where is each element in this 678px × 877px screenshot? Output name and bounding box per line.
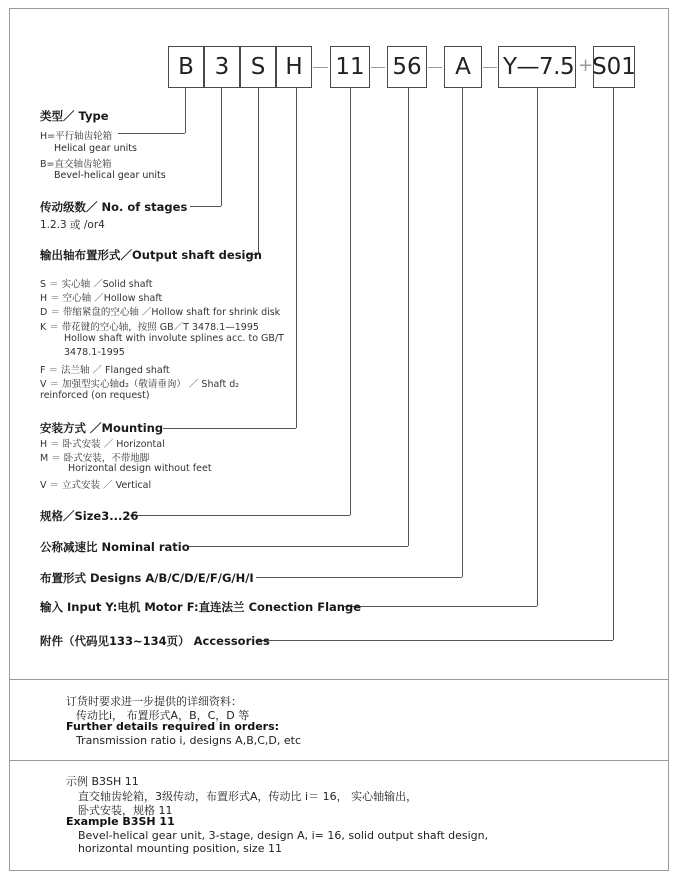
accessories-label: 附件（代码见133~134页） Accessories xyxy=(40,634,270,648)
example-cn-line: 卧式安装，规格 11 xyxy=(78,804,173,817)
connector-line xyxy=(256,577,462,578)
stages-label: 传动级数／ No. of stages xyxy=(40,200,188,214)
connector-line xyxy=(408,88,409,546)
code-box-3: 3 xyxy=(204,46,240,88)
mounting-line: Horizontal design without feet xyxy=(68,463,212,474)
connector-line xyxy=(185,88,186,133)
order-details-en-title: Further details required in orders: xyxy=(66,720,280,733)
output-shaft-line: Hollow shaft with involute splines acc. to GB/T xyxy=(64,333,284,344)
code-box-s: S xyxy=(240,46,276,88)
designs-label: 布置形式 Designs A/B/C/D/E/F/G/H/I xyxy=(40,571,254,585)
output-shaft-line: 3478.1-1995 xyxy=(64,347,125,358)
code-box-ratio: 56 xyxy=(387,46,427,88)
code-box-input: Y—7.5 xyxy=(498,46,576,88)
connector-line xyxy=(537,88,538,606)
section-divider xyxy=(9,760,669,761)
connector-line xyxy=(188,546,408,547)
separator-dash xyxy=(428,67,442,68)
connector-line xyxy=(613,88,614,640)
connector-line xyxy=(118,133,185,134)
connector-line xyxy=(296,88,297,428)
connector-line xyxy=(190,206,221,207)
order-details-cn-title: 订货时要求进一步提供的详细资料： xyxy=(66,695,242,708)
output-shaft-line: K ＝ 带花键的空心轴，按照 GB／T 3478.1—1995 xyxy=(40,322,259,333)
ratio-label: 公称减速比 Nominal ratio xyxy=(40,540,190,554)
size-label: 规格／Size3...26 xyxy=(40,509,139,523)
mounting-line: H ＝ 卧式安装 ／ Horizontal xyxy=(40,439,165,450)
code-box-h: H xyxy=(276,46,312,88)
type-label: 类型／ Type xyxy=(40,109,109,123)
connector-line xyxy=(163,428,296,429)
example-en-title: Example B3SH 11 xyxy=(66,815,175,828)
code-box-accessories: S01 xyxy=(593,46,635,88)
type-b-code: B=直交轴齿轮箱 xyxy=(40,159,112,170)
separator-dash xyxy=(371,67,385,68)
connector-line xyxy=(221,88,222,206)
output-shaft-line: S ＝ 实心轴 ／Solid shaft xyxy=(40,279,153,290)
order-details-en-body: Transmission ratio i, designs A,B,C,D, etc xyxy=(76,734,302,747)
type-h-desc: Helical gear units xyxy=(54,143,137,154)
code-box-b: B xyxy=(168,46,204,88)
connector-line xyxy=(462,88,463,577)
example-cn-title: 示例 B3SH 11 xyxy=(66,775,139,788)
connector-line xyxy=(130,515,350,516)
code-box-design: A xyxy=(444,46,482,88)
connector-line xyxy=(258,88,259,254)
type-h-code: H=平行轴齿轮箱 xyxy=(40,131,113,142)
plus-sign: + xyxy=(578,55,594,76)
output-shaft-label: 输出轴布置形式／Output shaft design xyxy=(40,248,262,262)
stages-values: 1.2.3 或 /or4 xyxy=(40,219,105,231)
mounting-line: V ＝ 立式安装 ／ Vertical xyxy=(40,480,152,491)
order-details-cn-body: 传动比i， 布置形式A，B，C，D 等 xyxy=(76,709,250,722)
output-shaft-line: reinforced (on request) xyxy=(40,390,150,401)
input-label: 输入 Input Y:电机 Motor F:直连法兰 Conection Flange xyxy=(40,600,362,614)
section-divider xyxy=(9,679,669,680)
separator-dash xyxy=(483,67,497,68)
code-box-size: 11 xyxy=(330,46,370,88)
type-b-desc: Bevel-helical gear units xyxy=(54,170,166,181)
example-en-line: horizontal mounting position, size 11 xyxy=(78,842,282,855)
mounting-line: M ＝ 卧式安装，不带地脚 xyxy=(40,453,150,464)
output-shaft-line: D ＝ 带缩紧盘的空心轴 ／Hollow shaft for shrink disk xyxy=(40,307,281,318)
connector-line xyxy=(257,640,613,641)
output-shaft-line: F ＝ 法兰轴 ／ Flanged shaft xyxy=(40,365,170,376)
output-shaft-line: V ＝ 加强型实心轴d₂（敬请垂询） ／ Shaft d₂ xyxy=(40,379,240,390)
example-en-line: Bevel-helical gear unit, 3-stage, design A, i= 16, solid output shaft design, xyxy=(78,829,489,842)
example-cn-line: 直交轴齿轮箱，3级传动，布置形式A，传动比 i＝ 16， 实心轴输出， xyxy=(78,790,418,803)
connector-line xyxy=(350,88,351,515)
separator-dash xyxy=(313,67,328,68)
output-shaft-line: H ＝ 空心轴 ／Hollow shaft xyxy=(40,293,163,304)
connector-line xyxy=(344,606,537,607)
mounting-label: 安装方式 ／Mounting xyxy=(40,421,164,435)
